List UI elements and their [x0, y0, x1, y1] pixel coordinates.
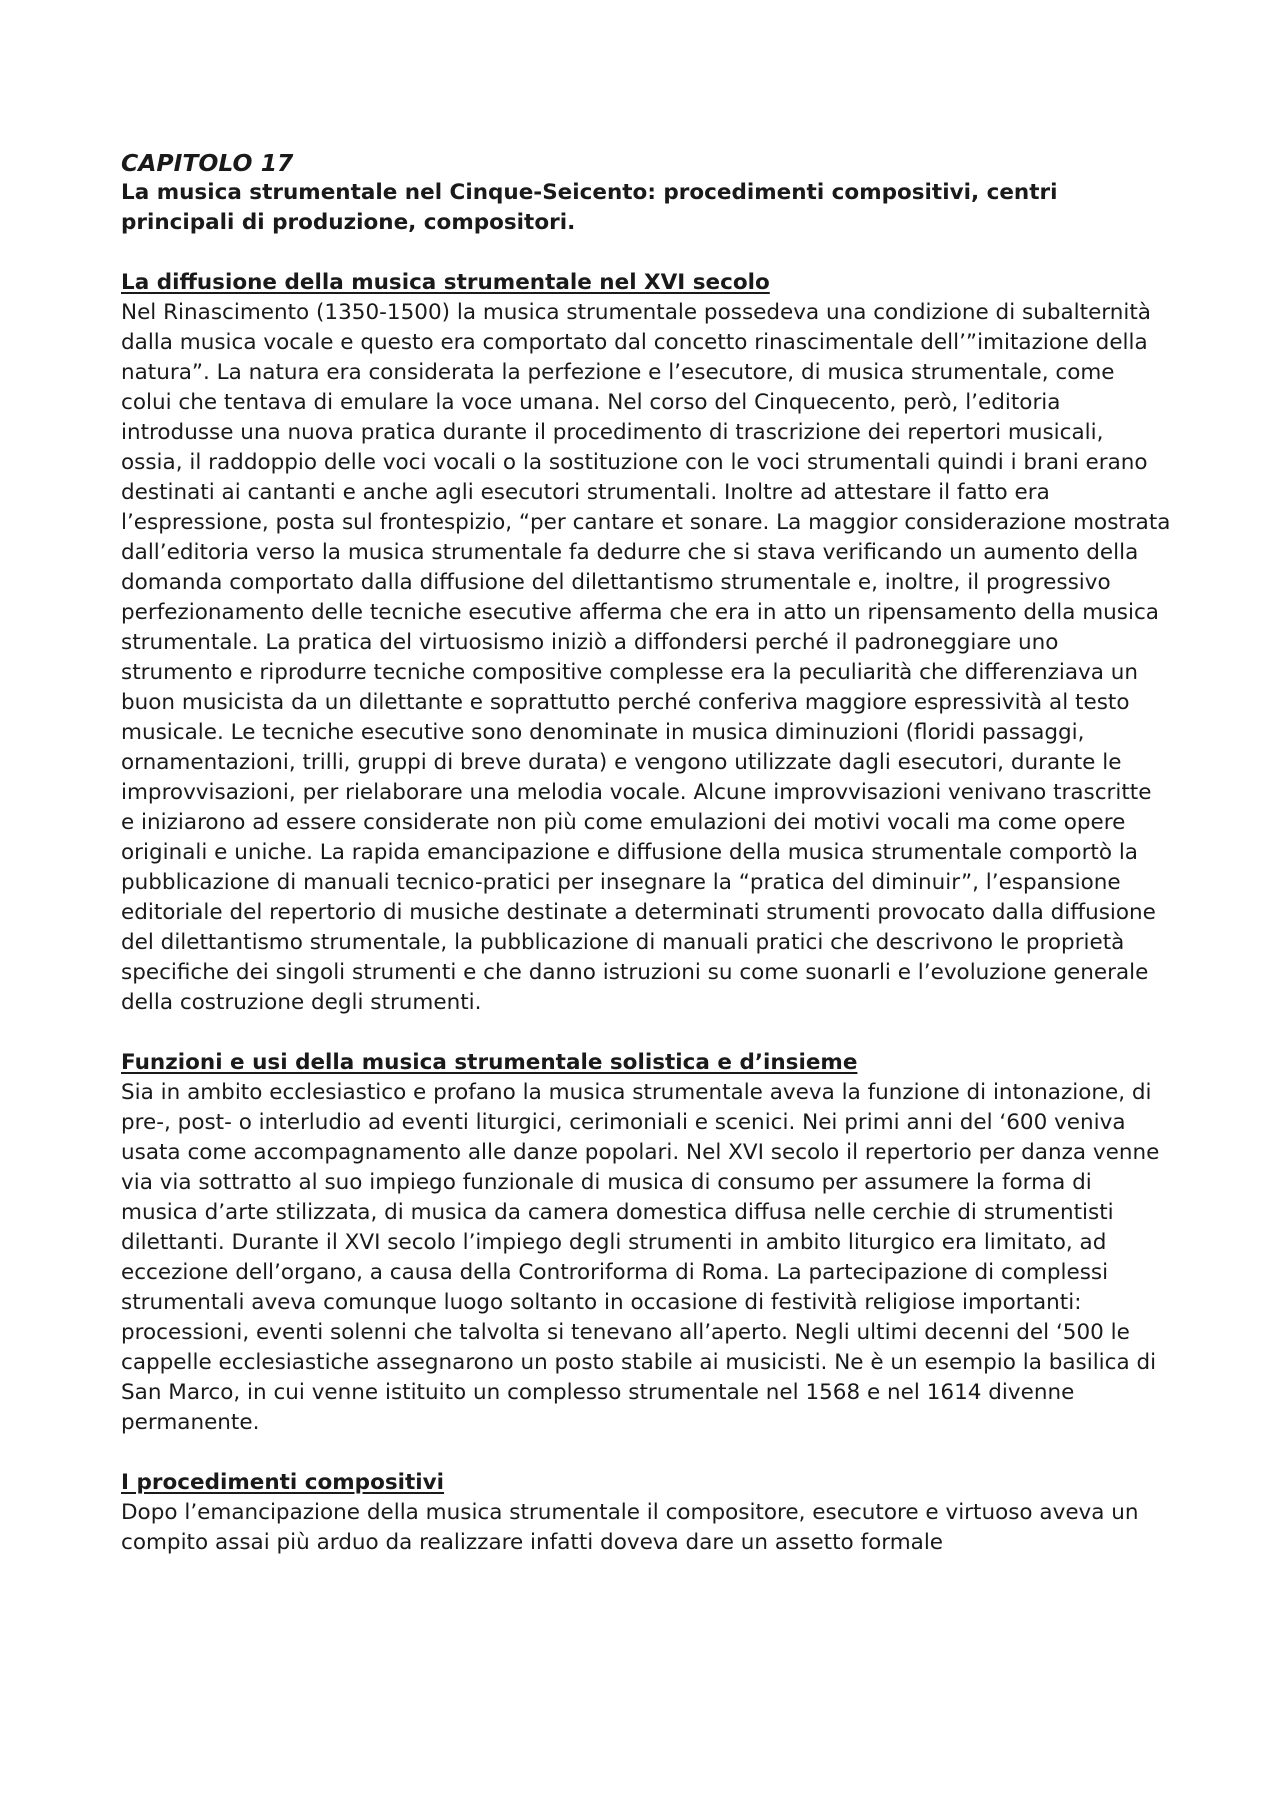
- section-heading-funzioni: Funzioni e usi della musica strumentale solistica e d’insieme: [121, 1050, 858, 1075]
- section-text-funzioni: Sia in ambito ecclesiastico e profano la musica strumentale aveva la funzione di intonazione, di pre-, post- o interludio ad eventi liturgici, cerimoniali e scenici. Nei primi anni del ‘600 veniva usata come accompagnamento alle danze popolari. Nel XVI secolo il repertorio per danza venne via via sottratto al suo impiego funzionale di musica di consumo per assumere la forma di musica d’arte stilizzata, di musica da camera domestica diffusa nelle cerchie di strumentisti dilettanti. Durante il XVI secolo l’impiego degli strumenti in ambito liturgico era limitato, ad eccezione dell’organo, a causa della Controriforma di Roma. La partecipazione di complessi strumentali aveva comunque luogo soltanto in occasione di festività religiose importanti: processioni, eventi solenni che talvolta si tenevano all’aperto. Negli ultimi decenni del ‘500 le cappelle ecclesiastiche assegnarono un posto stabile ai musicisti. Ne è un esempio la basilica di San Marco, in cui venne istituito un complesso strumentale nel 1568 e nel 1614 divenne permanente.: [121, 1080, 1160, 1435]
- section-text-diffusione: Nel Rinascimento (1350-1500) la musica strumentale possedeva una condizione di subalternità dalla musica vocale e questo era comportato dal concetto rinascimentale dell’”imitazione della natura”. La natura era considerata la perfezione e l’esecutore, di musica strumentale, come colui che tentava di emulare la voce umana. Nel corso del Cinquecento, però, l’editoria introdusse una nuova pratica durante il procedimento di trascrizione dei repertori musicali, ossia, il raddoppio delle voci vocali o la sostituzione con le voci strumentali quindi i brani erano destinati ai cantanti e anche agli esecutori strumentali. Inoltre ad attestare il fatto era l’espressione, posta sul frontespizio, “per cantare et sonare. La maggior considerazione mostrata dall’editoria verso la musica strumentale fa dedurre che si stava verificando un aumento della domanda comportato dalla diffusione del dilettantismo strumentale e, inoltre, il progressivo perfezionamento delle tecniche esecutive afferma che era in atto un ripensamento della musica strumentale. La pratica del virtuosismo iniziò a diffondersi perché il padroneggiare uno strumento e riprodurre tecniche compositive complesse era la peculiarità che differenziava un buon musicista da un dilettante e soprattutto perché conferiva maggiore espressività al testo musicale. Le tecniche esecutive sono denominate in musica diminuzioni (floridi passaggi, ornamentazioni, trilli, gruppi di breve durata) e vengono utilizzate dagli esecutori, durante le improvvisazioni, per rielaborare una melodia vocale. Alcune improvvisazioni venivano trascritte e iniziarono ad essere considerate non più come emulazioni dei motivi vocali ma come opere originali e uniche. La rapida emancipazione e diffusione della musica strumentale comportò la pubblicazione di manuali tecnico-pratici per insegnare la “pratica del diminuir”, l’espansione editoriale del repertorio di musiche destinate a determinati strumenti provocato dalla diffusione del dilettantismo strumentale, la pubblicazione di manuali pratici che descrivono le proprietà specifiche dei singoli strumenti e che danno istruzioni su come suonarli e l’evoluzione generale della costruzione degli strumenti.: [121, 300, 1171, 1015]
- section-text-procedimenti: Dopo l’emancipazione della musica strumentale il compositore, esecutore e virtuoso aveva un compito assai più arduo da realizzare infatti doveva dare un assetto formale: [121, 1500, 1139, 1555]
- section-heading-procedimenti: I procedimenti compositivi: [121, 1470, 445, 1495]
- chapter-label: CAPITOLO 17: [121, 149, 294, 177]
- document-page: [121, 148, 1171, 1558]
- spacer: [121, 1018, 1171, 1048]
- spacer: [121, 1438, 1171, 1468]
- chapter-title: La musica strumentale nel Cinque-Seicento: procedimenti compositivi, centri principali di produzione, compositori.: [121, 180, 1058, 235]
- section-heading-diffusione: La diffusione della musica strumentale nel XVI secolo: [121, 270, 770, 295]
- spacer: [121, 238, 1171, 268]
